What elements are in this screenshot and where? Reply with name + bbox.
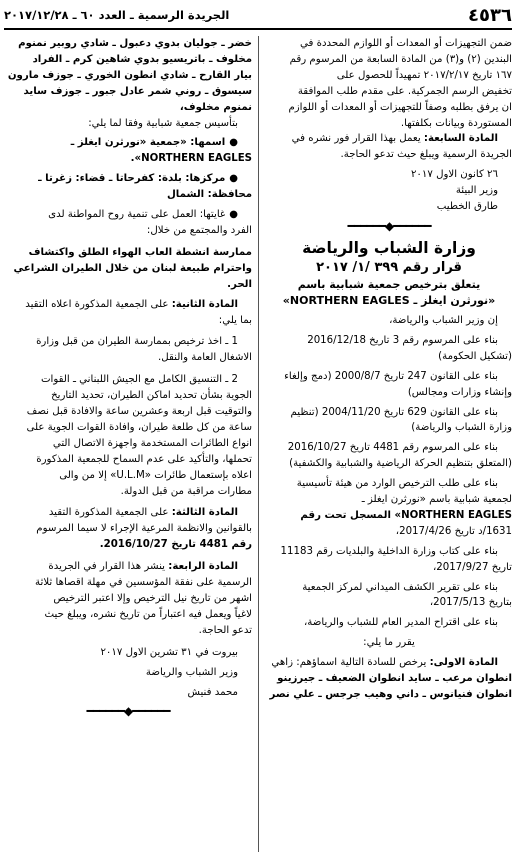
bullet-name: ● اسمها: «جمعية «نورثرن ايغلز ـ NORTHERN EAGLES». — [70, 137, 252, 165]
text-line: ضمن التجهيزات أو المعدات أو اللوازم المحددة في — [300, 38, 512, 49]
consideration-2: بناء على القانون 247 تاريخ 2000/8/7 (دمج وإلغاء وإنشاء وزارات ومجالس) — [284, 370, 512, 398]
bullet-headquarters: ● مركزها: بلدة: كفرحاتا ـ قضاء: زغرتا ـ محافظة: الشمال — [38, 173, 252, 201]
section-rule: ━━━━━━◆━━━━━━ — [86, 704, 170, 719]
consideration-7: بناء على تقرير الكشف الميداني لمركز الجمعية بتاريخ 2017/5/13، — [302, 581, 512, 609]
consideration-1: بناء على المرسوم رقم 3 تاريخ 2016/12/18 (تشكيل الحكومة) — [307, 334, 512, 362]
signatory-name: طارق الخطيب — [436, 201, 498, 213]
founding-line: بتأسيس جمعية شبابية وفقا لما يلي: — [88, 117, 238, 129]
bullet-icon: ● — [229, 209, 238, 221]
text-line: ان يرفق بطلبه وصفاً للتجهيزات أو المعدات أو اللوازم — [288, 101, 512, 113]
decision-subject: يتعلق بترخيص جمعية شبابية باسم — [297, 277, 481, 291]
signatory-title: وزير البيئة — [455, 185, 498, 197]
association-name: «نورثرن ايغلز ـ NORTHERN EAGLES» — [282, 293, 496, 307]
consideration-8: بناء على اقتراح المدير العام للشباب والرياضة، — [303, 617, 498, 629]
goals-text: ممارسة انشطة العاب الهواء الطلق واكتشاف واحترام طبيعة لبنان من خلال الطيران الشراعي الحر. — [13, 246, 252, 290]
text-line: الجريدة الرسمية ويبلغ حيث تدعو الحاجة. — [340, 149, 512, 161]
article-3: المادة الثالثة: على الجمعية المذكورة التقيد بالقوانين والانظمة المرعية الإجراء لا سيما المرسوم رقم 4481 تاريخ 2016/10/27. — [36, 507, 252, 551]
signatory-title: وزير الشباب والرياضة — [145, 666, 238, 678]
section-rule: ━━━━━━◆━━━━━━ — [347, 218, 431, 233]
intro-line: إن وزير الشباب والرياضة، — [389, 314, 498, 326]
previous-decision-tail — [266, 36, 512, 215]
article-1: المادة الاولى: يرخص للسادة التالية اسماؤهم: زاهي انطوان مرعب ـ سايد انطوان الضعيف ـ جيرزينو انطوان فنيانوس ـ داني وهيب جرجس ـ علي نصر — [269, 657, 512, 700]
ministry-heading: وزارة الشباب والرياضة — [302, 238, 476, 257]
text-line: تخفيض الرسم الجمركية. على مقدم طلب الموافقة — [297, 85, 512, 97]
bullet-icon: ● — [229, 173, 238, 185]
running-head: الجريدة الرسمية ـ العدد ٦٠ ـ ٢٠١٧/١٢/٢٨ — [4, 8, 230, 22]
founders-list: خضر ـ جوليان بدوي دعبول ـ شادي روبير نمنوم مخلوف ـ باتريسيو بدوي شاهين كرم ـ الفراد بيار القارح ـ شادي انطون الخوري ـ جوزف مارون سيسوق ـ روني شمر عادل جبور ـ جوزف سايد نمنوم مخلوف، — [7, 38, 252, 113]
decision-number: قرار رقم ٣٩٩ /١/ ٢٠١٧ — [316, 259, 462, 275]
signatory-name: محمد فنيش — [187, 686, 238, 698]
right-column — [266, 36, 512, 852]
bullet-icon: ● — [229, 137, 238, 149]
article-2-item-2: 2 ـ التنسيق الكامل مع الجيش اللبناني ـ القوات الجوية بشأن تحديد اماكن الطيران، تحديد التاريخ والتوقيت قبل اربعة وعشرين ساعة والافادة قبل نصف ساعة من كل طلعة طيران، وافادة القوات الجوية على انواع الطائرات المستخدمة واجهزة الاتصال التي تحملها، والتأكيد على عدم السماح للجمعية المذكورة اعلاه بإستعمال طائرات «U.L.M» إلا من والى مطارات مراقبة من قبل الدولة. — [26, 374, 252, 497]
text-line: البندين (٢) و(٣) من المادة السابعة من المرسوم رقم — [289, 53, 512, 65]
consideration-3: بناء على القانون 629 تاريخ 2004/11/20 (تنظيم وزارة الشباب والرياضة) — [290, 406, 512, 434]
page-header — [4, 2, 512, 30]
article-2: المادة الثانية: على الجمعية المذكورة اعلاه التقيد بما يلي: — [25, 298, 252, 326]
column-divider — [258, 36, 259, 852]
consideration-5: بناء على طلب الترخيص الوارد من هيئة تأسيسية لجمعية شبابية باسم «نورثرن ايغلز ـ NORTHERN EAGLES» المسجل تحت رقم 1631/د تاريخ 2017/4/26، — [296, 478, 512, 537]
consideration-6: بناء على كتاب وزارة الداخلية والبلديات رقم 11183 تاريخ 2017/9/27، — [280, 545, 512, 573]
article-7: المادة السابعة: يعمل بهذا القرار فور نشره في — [291, 133, 498, 145]
page-number: ٤٥٣٦ — [468, 4, 512, 26]
bullet-goals: ● غايتها: العمل على تنمية روح المواطنة لدى الفرد والمجتمع من خلال: — [48, 209, 252, 236]
left-column — [4, 36, 252, 852]
article-4: المادة الرابعة: ينشر هذا القرار في الجريدة الرسمية على نفقة المؤسسين في مهلة اقصاها ثلاثة اشهر من تاريخ نيل الترخيص وإلا اعتبر الترخيص لاغياً ويعمل فيه اعتباراً من تاريخ نشره، ويبلغ حيث تدعو الحاجة. — [35, 561, 252, 636]
text-line: ١٦٧ تاريخ ٢٠١٧/٢/١٧ تمهيداً للحصول على — [336, 69, 512, 81]
date-line: بيروت في ٣١ تشرين الاول ٢٠١٧ — [100, 646, 238, 658]
consideration-4: بناء على المرسوم رقم 4481 تاريخ 2016/10/27 (المتعلق بتنظيم الحركة الرياضية والشبابية والكشفية) — [287, 442, 512, 470]
text-line: المستوردة وبيانات بكلفتها. — [400, 117, 512, 129]
decides-line: يقرر ما يلي: — [363, 637, 415, 649]
article-2-item-1: 1 ـ اخذ ترخيص بممارسة الطيران من قبل وزارة الاشغال العامة والنقل. — [36, 336, 252, 364]
date-line: ٢٦ كانون الاول ٢٠١٧ — [410, 169, 498, 181]
